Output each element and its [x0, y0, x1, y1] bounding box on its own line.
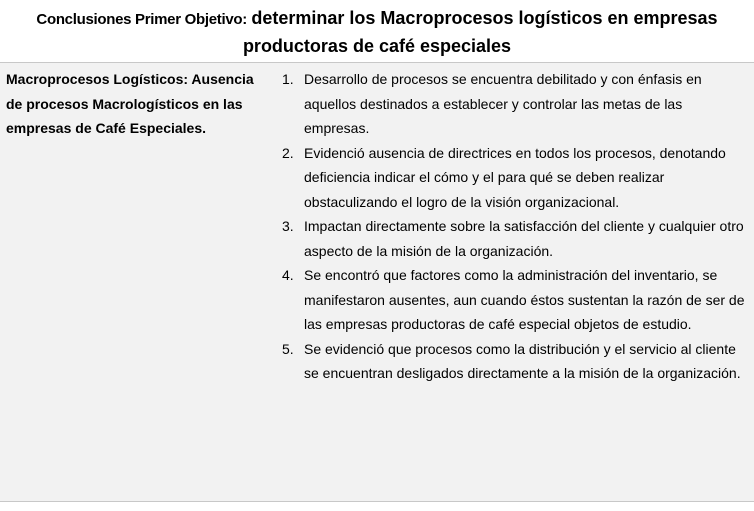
item-number: 1.	[282, 71, 294, 87]
list-item	[282, 67, 750, 141]
item-text: Impactan directamente sobre la satisfacción del cliente y cualquier otro aspecto de la misión de la organización.	[304, 218, 744, 259]
item-text: Evidenció ausencia de directrices en todos los procesos, denotando deficiencia indicar el cómo y el para qué se deben realizar obstaculizando el logro de la visión organizacional.	[304, 144, 726, 210]
page-title	[0, 0, 754, 61]
title-prefix: Conclusiones Primer Objetivo:	[36, 11, 247, 28]
macroprocess-label: Macroprocesos Logísticos: Ausencia de procesos Macrologísticos en las empresas de Café Especiales.	[6, 71, 254, 136]
list-item	[282, 141, 750, 215]
conclusions-table	[0, 62, 754, 502]
item-text: Se encontró que factores como la administración del inventario, se manifestaron ausentes, aun cuando éstos sustentan la razón de ser de las empresas productoras de café especial objetos de estudio.	[304, 267, 745, 332]
item-text: Desarrollo de procesos se encuentra debilitado y con énfasis en aquellos destinados a establecer y controlar las metas de las empresas.	[304, 71, 702, 136]
item-number: 2.	[282, 144, 294, 161]
item-text: Se evidenció que procesos como la distribución y el servicio al cliente se encuentran desligados directamente a la misión de la organización.	[304, 340, 741, 381]
item-number: 3.	[282, 218, 294, 234]
list-item	[282, 337, 750, 386]
item-number: 5.	[282, 340, 294, 357]
list-item	[282, 263, 750, 337]
title-main: determinar los Macroprocesos logísticos en empresas productoras de café especiales	[242, 8, 718, 56]
item-number: 4.	[282, 267, 294, 283]
conclusions-list	[282, 67, 750, 386]
list-item	[282, 214, 750, 263]
